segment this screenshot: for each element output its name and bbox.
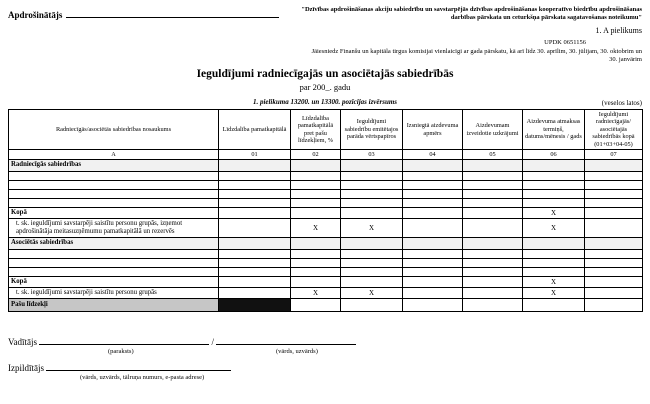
- value-cell[interactable]: [291, 171, 341, 180]
- value-cell[interactable]: [585, 207, 643, 218]
- value-cell[interactable]: [585, 299, 643, 312]
- value-cell[interactable]: [291, 267, 341, 276]
- value-cell[interactable]: [341, 238, 403, 249]
- value-cell[interactable]: [291, 299, 341, 312]
- row-label: Radniecīgās sabiedrības: [9, 160, 219, 171]
- value-cell[interactable]: [523, 189, 585, 198]
- not-applicable-cell: X: [523, 207, 585, 218]
- value-cell[interactable]: [219, 249, 291, 258]
- table-row-section: [9, 238, 643, 249]
- row-label: Kopā: [9, 207, 219, 218]
- value-cell[interactable]: [403, 171, 463, 180]
- value-cell[interactable]: [463, 198, 523, 207]
- value-cell[interactable]: [585, 171, 643, 180]
- not-applicable-cell: X: [523, 287, 585, 298]
- units-note: (veselos latos): [601, 98, 642, 107]
- insurer-row: [8, 6, 279, 20]
- executor-fill-line[interactable]: [46, 362, 231, 371]
- value-cell[interactable]: [463, 258, 523, 267]
- column-code-02: 02: [291, 150, 341, 160]
- value-cell[interactable]: [291, 198, 341, 207]
- annex-label: 1. A pielikums: [595, 25, 642, 35]
- value-cell[interactable]: [341, 249, 403, 258]
- table-row-empty: [9, 267, 643, 276]
- value-cell[interactable]: [463, 160, 523, 171]
- submission-note: Jāiesniedz Finanšu un kapitāla tirgus komisijai vienlaicīgi ar gada pārskatu, kā arī līdz 30. aprīlim, 30. jūlijam, 30. oktobrim un 30. janvārim: [311, 47, 642, 64]
- value-cell[interactable]: [219, 287, 291, 298]
- row-label: t. sk. ieguldījumi savstarpēji saistītu personu grupās, izņemot apdrošinātāja meitasuzņēmumu pamatkapitālā un rezervēs: [9, 219, 219, 238]
- value-cell[interactable]: [523, 160, 585, 171]
- signature-section: [8, 336, 642, 382]
- column-header-02: Līdzdalība pamatkapitālā pret pašu līdzekļiem, %: [291, 109, 341, 150]
- value-cell[interactable]: [523, 249, 585, 258]
- not-applicable-cell: X: [523, 219, 585, 238]
- value-cell[interactable]: [463, 180, 523, 189]
- column-code-07: 07: [585, 150, 643, 160]
- column-code-03: 03: [341, 150, 403, 160]
- value-cell[interactable]: [403, 258, 463, 267]
- value-cell[interactable]: [341, 180, 403, 189]
- column-header-05: Aizdevumam izveidotie uzkrājumi: [463, 109, 523, 150]
- value-cell[interactable]: [219, 219, 291, 238]
- column-header-03: Ieguldījumi sabiedrību emitētajos parāda vērtspapīros: [341, 109, 403, 150]
- value-cell[interactable]: [585, 189, 643, 198]
- table-row-empty: [9, 258, 643, 267]
- value-cell[interactable]: [585, 267, 643, 276]
- row-label: [9, 249, 219, 258]
- value-cell[interactable]: [403, 276, 463, 287]
- value-cell[interactable]: [341, 198, 403, 207]
- not-applicable-cell: X: [341, 219, 403, 238]
- value-cell[interactable]: [403, 160, 463, 171]
- value-cell[interactable]: [585, 180, 643, 189]
- value-cell[interactable]: [585, 198, 643, 207]
- executor-captions: [8, 373, 642, 382]
- value-cell[interactable]: [403, 189, 463, 198]
- insurer-fill-line[interactable]: [66, 9, 279, 18]
- value-cell[interactable]: [341, 189, 403, 198]
- value-cell[interactable]: [585, 258, 643, 267]
- row-label: [9, 258, 219, 267]
- column-header-name: Radniecīgās/asociētās sabiedrības nosaukums: [9, 109, 219, 150]
- table-row-total: [9, 207, 643, 218]
- value-cell[interactable]: [403, 238, 463, 249]
- investments-table: [8, 109, 643, 313]
- value-cell[interactable]: [463, 207, 523, 218]
- value-cell[interactable]: [403, 207, 463, 218]
- value-cell[interactable]: [523, 238, 585, 249]
- value-cell[interactable]: [523, 267, 585, 276]
- row-label: [9, 171, 219, 180]
- value-cell[interactable]: [585, 276, 643, 287]
- column-code-06: 06: [523, 150, 585, 160]
- top-header: [8, 6, 642, 35]
- value-cell[interactable]: [291, 276, 341, 287]
- value-cell[interactable]: [341, 299, 403, 312]
- row-label: [9, 198, 219, 207]
- table-row-empty: [9, 198, 643, 207]
- value-cell[interactable]: [403, 267, 463, 276]
- value-cell[interactable]: [585, 249, 643, 258]
- value-cell[interactable]: [403, 180, 463, 189]
- manager-label: Vadītājs: [8, 337, 37, 348]
- value-cell[interactable]: [291, 207, 341, 218]
- table-row-subtotal: [9, 287, 643, 298]
- column-header-06: Aizdevuma atmaksas termiņš, datums/mēnesis / gads: [523, 109, 585, 150]
- value-cell[interactable]: [341, 267, 403, 276]
- not-applicable-cell: X: [291, 287, 341, 298]
- table-row-subtotal: [9, 219, 643, 238]
- not-applicable-cell: X: [341, 287, 403, 298]
- table-row-empty: [9, 189, 643, 198]
- value-cell[interactable]: [219, 258, 291, 267]
- value-cell[interactable]: [403, 299, 463, 312]
- value-cell[interactable]: [291, 189, 341, 198]
- value-cell[interactable]: [219, 276, 291, 287]
- regulation-block: [280, 6, 642, 35]
- value-cell[interactable]: [403, 198, 463, 207]
- value-cell[interactable]: [291, 238, 341, 249]
- manager-signature-line[interactable]: [39, 336, 209, 345]
- manager-name-line[interactable]: [216, 336, 356, 345]
- row-label: Pašu līdzekļi: [9, 299, 219, 312]
- value-cell[interactable]: [403, 249, 463, 258]
- value-cell[interactable]: [341, 160, 403, 171]
- not-applicable-cell: X: [523, 276, 585, 287]
- updk-number: UPDK 0651156: [544, 38, 586, 46]
- table-row-ownfunds: [9, 299, 643, 312]
- name-caption: (vārds, uzvārds): [276, 348, 318, 356]
- value-cell[interactable]: [585, 238, 643, 249]
- value-cell[interactable]: [463, 276, 523, 287]
- value-cell[interactable]: [291, 249, 341, 258]
- column-code-a: A: [9, 150, 219, 160]
- row-label: Kopā: [9, 276, 219, 287]
- value-cell[interactable]: [463, 267, 523, 276]
- value-cell[interactable]: [463, 189, 523, 198]
- slash-separator: /: [211, 337, 215, 348]
- value-cell[interactable]: [403, 219, 463, 238]
- row-label: t. sk. ieguldījumi savstarpēji saistītu personu grupās: [9, 287, 219, 298]
- value-cell[interactable]: [219, 207, 291, 218]
- table-row-empty: [9, 180, 643, 189]
- page-title: Ieguldījumi radniecīgajās un asociētajās sabiedrībās: [196, 67, 454, 80]
- value-cell[interactable]: [219, 198, 291, 207]
- blackout-cell: [219, 299, 291, 312]
- executor-caption: (vārds, uzvārds, tālruņa numurs, e-pasta adrese): [80, 374, 205, 382]
- column-header-01: Līdzdalība pamatkapitālā: [219, 109, 291, 150]
- value-cell[interactable]: [585, 287, 643, 298]
- executor-signature-row: [8, 362, 642, 373]
- value-cell[interactable]: [219, 171, 291, 180]
- executor-label: Izpildītājs: [8, 363, 44, 374]
- column-code-04: 04: [403, 150, 463, 160]
- column-code-01: 01: [219, 150, 291, 160]
- signature-caption: (paraksts): [108, 348, 134, 356]
- table-row-total: [9, 276, 643, 287]
- value-cell[interactable]: [341, 276, 403, 287]
- row-label: Asociētās sabiedrības: [9, 238, 219, 249]
- period-subtitle: par 200_. gadu: [299, 81, 351, 92]
- column-header-07: Ieguldījumi radniecīgajās/ asociētajās sabiedrībās kopā (01+03+04-05): [585, 109, 643, 150]
- value-cell[interactable]: [341, 171, 403, 180]
- position-note: 1. pielikuma 13200. un 13300. pozīcijas izvērsums: [252, 97, 398, 106]
- value-cell[interactable]: [585, 219, 643, 238]
- not-applicable-cell: X: [291, 219, 341, 238]
- value-cell[interactable]: [463, 299, 523, 312]
- manager-signature-row: [8, 336, 642, 347]
- value-cell[interactable]: [523, 299, 585, 312]
- value-cell[interactable]: [523, 258, 585, 267]
- value-cell[interactable]: [291, 160, 341, 171]
- manager-captions: [8, 347, 642, 356]
- value-cell[interactable]: [463, 238, 523, 249]
- value-cell[interactable]: [219, 267, 291, 276]
- value-cell[interactable]: [291, 258, 341, 267]
- value-cell[interactable]: [585, 160, 643, 171]
- row-label: [9, 267, 219, 276]
- regulation-text: "Dzīvības apdrošināšanas akciju sabiedrību un savstarpējās dzīvības apdrošināšanas kooperatīvo biedrību apdrošināšanas darbības pārskata un ceturkšņa pārskata sagatavošanas noteikumu": [301, 6, 642, 22]
- value-cell[interactable]: [523, 180, 585, 189]
- value-cell[interactable]: [219, 180, 291, 189]
- value-cell[interactable]: [463, 171, 523, 180]
- value-cell[interactable]: [403, 287, 463, 298]
- value-cell[interactable]: [463, 219, 523, 238]
- column-code-05: 05: [463, 150, 523, 160]
- value-cell[interactable]: [219, 189, 291, 198]
- value-cell[interactable]: [523, 171, 585, 180]
- value-cell[interactable]: [341, 207, 403, 218]
- value-cell[interactable]: [341, 258, 403, 267]
- value-cell[interactable]: [523, 198, 585, 207]
- table-row-section: [9, 160, 643, 171]
- column-header-04: Izsniegtā aizdevuma apmērs: [403, 109, 463, 150]
- value-cell[interactable]: [463, 287, 523, 298]
- updk-block: [8, 39, 642, 65]
- row-label: [9, 189, 219, 198]
- value-cell[interactable]: [463, 249, 523, 258]
- note-row: [8, 98, 642, 109]
- investments-table-body: [9, 160, 643, 312]
- row-label: [9, 180, 219, 189]
- value-cell[interactable]: [219, 160, 291, 171]
- table-code-row: [9, 150, 643, 160]
- table-header-row: [9, 109, 643, 150]
- value-cell[interactable]: [219, 238, 291, 249]
- value-cell[interactable]: [291, 180, 341, 189]
- table-row-empty: [9, 171, 643, 180]
- table-row-empty: [9, 249, 643, 258]
- insurer-label: Apdrošinātājs: [8, 10, 63, 20]
